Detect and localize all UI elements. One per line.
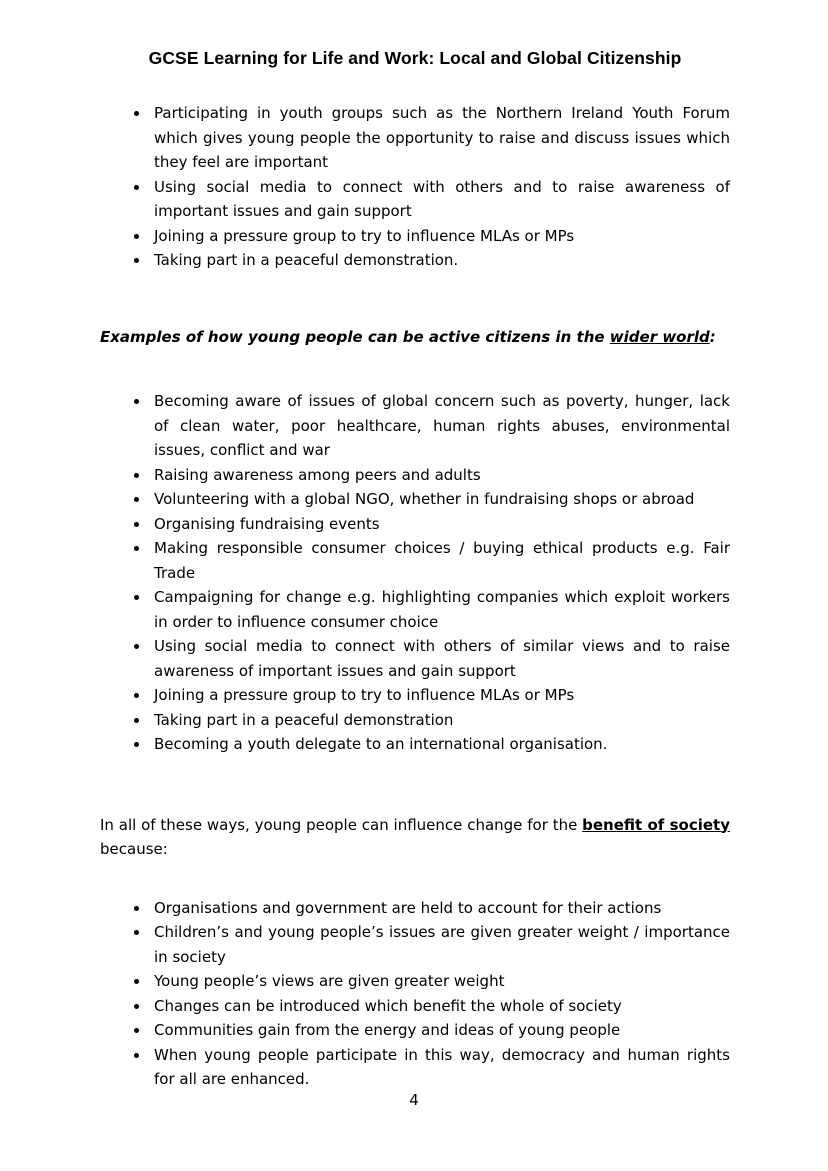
list-item: • Using social media to connect with others of similar views and to raise awareness of important issues and gain support [150,634,730,683]
list-item: • Children’s and young people’s issues are given greater weight / importance in society [150,920,730,969]
list-item: • When young people participate in this way, democracy and human rights for all are enhanced. [150,1043,730,1092]
list-item: • Changes can be introduced which benefit the whole of society [150,994,730,1019]
list-item: • Volunteering with a global NGO, whether in fundraising shops or abroad [150,487,730,512]
page-title: GCSE Learning for Life and Work: Local and Global Citizenship [148,48,682,68]
list-item: • Using social media to connect with others and to raise awareness of important issues and gain support [150,175,730,224]
list-item: • Taking part in a peaceful demonstration. [150,248,730,273]
bullet-list-benefits [100,896,730,1092]
list-item: • Raising awareness among peers and adults [150,463,730,488]
list-item: • Campaigning for change e.g. highlighting companies which exploit workers in order to influence consumer choice [150,585,730,634]
list-item: • Joining a pressure group to try to influence MLAs or MPs [150,683,730,708]
list-item: • Becoming a youth delegate to an international organisation. [150,732,730,757]
list-item: • Taking part in a peaceful demonstration [150,708,730,733]
heading-text: Examples of how young people can be active citizens in the [100,327,610,346]
section-heading-wider-world [100,325,730,350]
bullet-list-local-actions [100,101,730,273]
list-item: • Communities gain from the energy and ideas of young people [150,1018,730,1043]
list-item: • Young people’s views are given greater weight [150,969,730,994]
paragraph-text-suffix: because: [100,840,168,858]
page-number: 4 [409,1091,419,1109]
list-item: • Organisations and government are held to account for their actions [150,896,730,921]
list-item: • Joining a pressure group to try to influence MLAs or MPs [150,224,730,249]
list-item: • Becoming aware of issues of global concern such as poverty, hunger, lack of clean water, poor healthcare, human rights abuses, environmental issues, conflict and war [150,389,730,463]
bullet-list-wider-world [100,389,730,757]
heading-colon: : [709,327,716,346]
list-item: • Participating in youth groups such as the Northern Ireland Youth Forum which gives young people the opportunity to raise and discuss issues which they feel are important [150,101,730,175]
underlined-text: wider world [609,327,710,346]
list-item: • Making responsible consumer choices / buying ethical products e.g. Fair Trade [150,536,730,585]
benefit-paragraph [100,813,730,862]
benefit-of-society-emphasis: benefit of society [582,815,730,834]
paragraph-text: In all of these ways, young people can influence change for the [100,815,583,834]
list-item: • Organising fundraising events [150,512,730,537]
